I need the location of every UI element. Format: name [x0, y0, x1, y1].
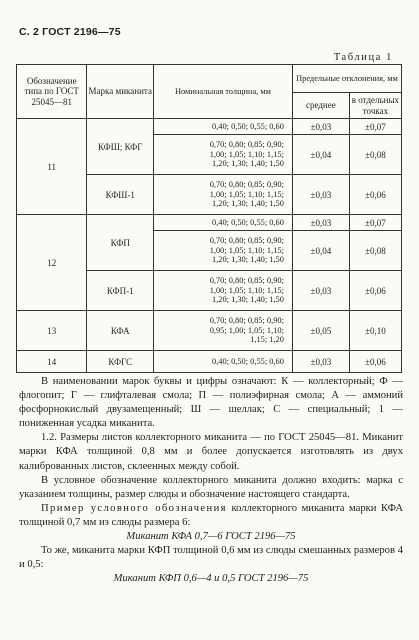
paragraph-designation: В условное обозначение коллекторного миканита должно входить: марка с указанием толщины, размер слюды и обозначение настоящего стандарта. [19, 474, 403, 500]
type-cell-13: 13 [17, 311, 87, 351]
col-mark-header: Марка миканита [87, 65, 154, 119]
col-points-header: в отдельных точках [349, 93, 401, 119]
avg-cell: ±0,04 [292, 135, 349, 175]
paragraph-example: Пример условного обозначения коллекторного миканита марки КФА толщиной 0,7 мм из слюды размера 6: [19, 502, 403, 528]
points-cell: ±0,07 [349, 215, 401, 231]
avg-cell: ±0,03 [292, 215, 349, 231]
col-deviation-header: Предельные отклонения, мм [292, 65, 401, 93]
col-thickness-header: Номинальная толщина, мм [154, 65, 293, 119]
type-cell-12: 12 [17, 215, 87, 311]
avg-cell: ±0,03 [292, 351, 349, 373]
paragraph-abbreviations: В наименовании марок буквы и цифры означают: К — коллекторный; Ф — флогопит; Г — глифталевая смола; П — полиэфирная смола; А — аммоний фосфорнокислый двузамещенный; Ш — шеллак; С — специальный; 1 — пониженная усадка миканита. [19, 376, 403, 430]
example-designation-1: Миканит КФА 0,7—6 ГОСТ 2196—75 [126, 531, 296, 543]
points-cell: ±0,06 [349, 351, 401, 373]
mark-cell: КФП-1 [87, 271, 154, 311]
example-designation-2: Миканит КФП 0,6—4 и 0,5 ГОСТ 2196—75 [113, 573, 309, 585]
thickness-cell: 0,70; 0,80; 0,85; 0,90; 0,95; 1,00; 1,05; 1,10; 1,15; 1,20 [154, 311, 293, 351]
tolerance-table [16, 64, 402, 373]
type-cell-14: 14 [17, 351, 87, 373]
body-text [19, 375, 403, 586]
points-cell: ±0,06 [349, 175, 401, 215]
col-avg-header: среднее [292, 93, 349, 119]
mark-cell: КФШ; КФГ [87, 119, 154, 175]
type-cell-11: 11 [17, 119, 87, 215]
avg-cell: ±0,03 [292, 175, 349, 215]
thickness-cell: 0,70; 0,80; 0,85; 0,90; 1,00; 1,05; 1,10; 1,15; 1,20; 1,30; 1,40; 1,50 [154, 135, 293, 175]
points-cell: ±0,08 [349, 135, 401, 175]
avg-cell: ±0,03 [292, 271, 349, 311]
mark-cell: КФП [87, 215, 154, 271]
points-cell: ±0,07 [349, 119, 401, 135]
thickness-cell: 0,70; 0,80; 0,85; 0,90; 1,00; 1,05; 1,10; 1,15; 1,20; 1,30; 1,40; 1,50 [154, 175, 293, 215]
points-cell: ±0,06 [349, 271, 401, 311]
paragraph-example-2: То же, миканита марки КФП толщиной 0,6 мм из слюды смешанных размеров 4 и 0,5: [19, 545, 403, 571]
thickness-cell: 0,40; 0,50; 0,55; 0,60 [154, 351, 293, 373]
paragraph-sizes: 1.2. Размеры листов коллекторного миканита — по ГОСТ 25045—81. Миканит марки КФА толщиной 0,8 мм и более допускается изготовлять из двух калиброванных листов, склеенных между собой. [19, 432, 403, 472]
page-header: С. 2 ГОСТ 2196—75 [19, 26, 121, 38]
mark-cell: КФГС [87, 351, 154, 373]
points-cell: ±0,08 [349, 231, 401, 271]
avg-cell: ±0,04 [292, 231, 349, 271]
thickness-cell: 0,40; 0,50; 0,55; 0,60 [154, 215, 293, 231]
points-cell: ±0,10 [349, 311, 401, 351]
thickness-cell: 0,70; 0,80; 0,85; 0,90; 1,00; 1,05; 1,10; 1,15; 1,20; 1,30; 1,40; 1,50 [154, 271, 293, 311]
thickness-cell: 0,70; 0,80; 0,85; 0,90; 1,00; 1,05; 1,10; 1,15; 1,20; 1,30; 1,40; 1,50 [154, 231, 293, 271]
mark-cell: КФА [87, 311, 154, 351]
col-type-header: Обозначение типа по ГОСТ 25045—81 [17, 65, 87, 119]
avg-cell: ±0,03 [292, 119, 349, 135]
mark-cell: КФШ-1 [87, 175, 154, 215]
table-caption: Таблица 1 [333, 52, 393, 63]
avg-cell: ±0,05 [292, 311, 349, 351]
thickness-cell: 0,40; 0,50; 0,55; 0,60 [154, 119, 293, 135]
